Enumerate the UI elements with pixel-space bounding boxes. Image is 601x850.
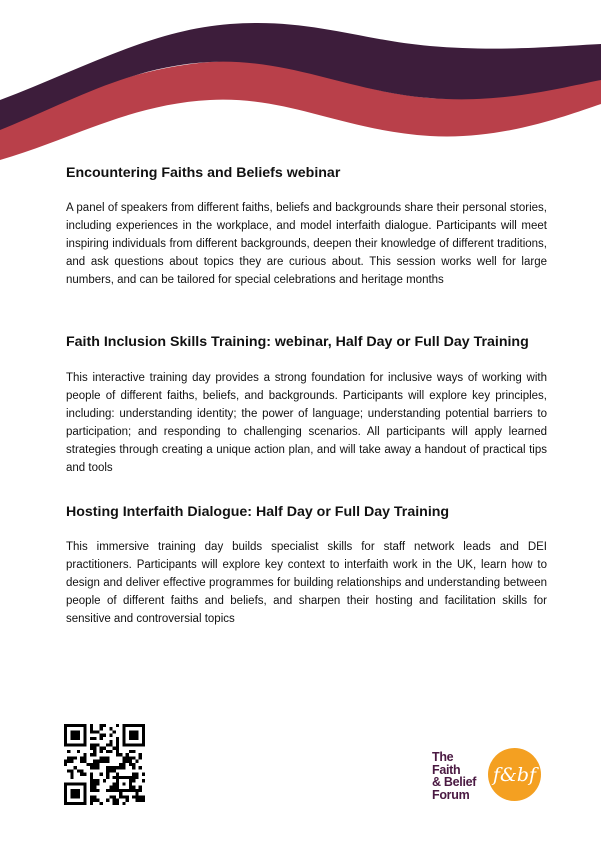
section-heading-faith-inclusion: Faith Inclusion Skills Training: webinar, Half Day or Full Day Training xyxy=(66,334,529,350)
section-body-faith-inclusion: This interactive training day provides a strong foundation for inclusive ways of working with people of different faiths, beliefs, and backgrounds. Participants will explore key principles, including: understanding identity; the power of language; understanding potential barriers to participation; and responding to challenging scenarios. All participants will apply learned strategies through creating a unique action plan, and will take away a handout of practical tips and tools xyxy=(66,372,547,475)
section-heading-encountering-faiths: Encountering Faiths and Beliefs webinar xyxy=(66,165,341,181)
logo-monogram-icon xyxy=(488,748,541,801)
section-body-hosting-interfaith: This immersive training day builds specialist skills for staff network leads and DEI practitioners. Participants will explore key context to interfaith work in the UK, learn how to design and deliver effective programmes for building relationships and understanding between people of different faiths and beliefs, and sharpen their hosting and facilitation skills for sensitive and controversial topics xyxy=(66,541,547,626)
logo-line: & Belief xyxy=(432,775,477,789)
logo-wordmark xyxy=(432,751,484,801)
logo-line: Faith xyxy=(432,762,461,777)
qr-code-icon[interactable] xyxy=(64,724,145,805)
logo-monogram-text: f&bf xyxy=(492,764,537,786)
header-wave-decoration xyxy=(0,0,601,165)
logo-line: The xyxy=(432,750,454,764)
section-heading-hosting-interfaith: Hosting Interfaith Dialogue: Half Day or Full Day Training xyxy=(66,504,450,520)
logo-line: Forum xyxy=(432,787,470,802)
section-body-encountering-faiths: A panel of speakers from different faiths, beliefs and backgrounds share their personal stories, including experiences in the workplace, and model interfaith dialogue. Participants will meet inspiring individuals from different backgrounds, deepen their knowledge of different traditions, and ask questions about topics they are curious about. This session works well for large numbers, and can be tailored for special celebrations and heritage months xyxy=(66,202,547,287)
